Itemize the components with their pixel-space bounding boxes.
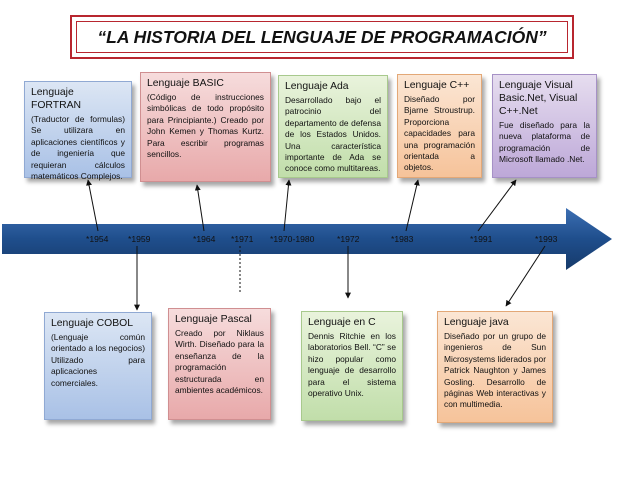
card-fortran	[24, 81, 132, 182]
card-cpp-title: Lenguaje C++	[404, 80, 470, 91]
card-ada	[278, 75, 388, 178]
card-cobol-title: Lenguaje COBOL	[51, 318, 134, 329]
connector-ada	[284, 180, 289, 231]
card-visual-basic-net	[492, 74, 597, 178]
year-label-1972: *1972	[337, 234, 360, 244]
card-cobol	[44, 312, 152, 420]
year-label-1971: *1971	[231, 234, 254, 244]
card-ada-title: Lenguaje Ada	[285, 81, 349, 92]
year-label-1959: *1959	[128, 234, 151, 244]
card-c	[301, 311, 403, 421]
year-label-1991: *1991	[470, 234, 493, 244]
connector-java	[506, 246, 545, 306]
card-cpp-body: Diseñado por Bjarne Stroustrup. Proporciona capacidades para una programación orientada a objetos.	[404, 94, 475, 173]
year-label-1983: *1983	[391, 234, 414, 244]
connector-fortran	[88, 180, 98, 231]
card-c-title: Lenguaje en C	[308, 317, 376, 328]
card-visual-basic-net-title: Lenguaje Visual Basic.Net, Visual C++.Net	[499, 80, 578, 117]
year-label-1970-1980: *1970-1980	[270, 234, 315, 244]
year-label-1954: *1954	[86, 234, 109, 244]
card-java-title: Lenguaje java	[444, 317, 509, 328]
card-basic-title: Lenguaje BASIC	[147, 78, 224, 89]
card-pascal	[168, 308, 271, 420]
page-title: “LA HISTORIA DEL LENGUAJE DE PROGRAMACIÓN”	[97, 26, 547, 47]
card-pascal-title: Lenguaje Pascal	[175, 314, 252, 325]
card-pascal-body: Creado por Niklaus Wirth. Diseñado para la enseñanza de la programación estructurada en ambientes académicos.	[175, 328, 264, 396]
card-fortran-title: Lenguaje FORTRAN	[31, 87, 82, 111]
card-cobol-body: (Lenguaje común orientado a los negocios) Utilizado para aplicaciones comerciales.	[51, 332, 145, 388]
year-label-1964: *1964	[193, 234, 216, 244]
card-fortran-body: (Traductor de formulas) Se utilizara en aplicaciones científicos y de ingeniería que requieran cálculos matemáticos Complejos.	[31, 114, 125, 182]
card-ada-body: Desarrollado bajo el patrocinio del departamento de defensa de los Estados Unidos. Una característica importante de Ada se conoce como multitareas.	[285, 95, 381, 174]
card-basic-body: (Código de instrucciones simbólicas de todo propósito para Principiante.) Creado por John Kemen y Thomas Kurtz. Para escribir programas sencillos.	[147, 92, 264, 160]
card-java	[437, 311, 553, 423]
card-basic	[140, 72, 271, 182]
card-java-body: Diseñado por un grupo de ingenieros de Sun Microsystems liderados por Patrick Naughton y James Gosling. Desarrollo de páginas Web interactivas y con multimedia.	[444, 331, 546, 410]
card-c-body: Dennis Ritchie en los laboratorios Bell. “C” se hizo popular como lenguaje de desarrollo para el sistema operativo Unix.	[308, 331, 396, 399]
card-visual-basic-net-body: Fue diseñado para la nueva plataforma de programación de Microsoft llamado .Net.	[499, 120, 590, 165]
card-cpp	[397, 74, 482, 178]
connector-vb	[478, 180, 516, 231]
year-label-1993: *1993	[535, 234, 558, 244]
connector-cpp	[406, 180, 418, 231]
